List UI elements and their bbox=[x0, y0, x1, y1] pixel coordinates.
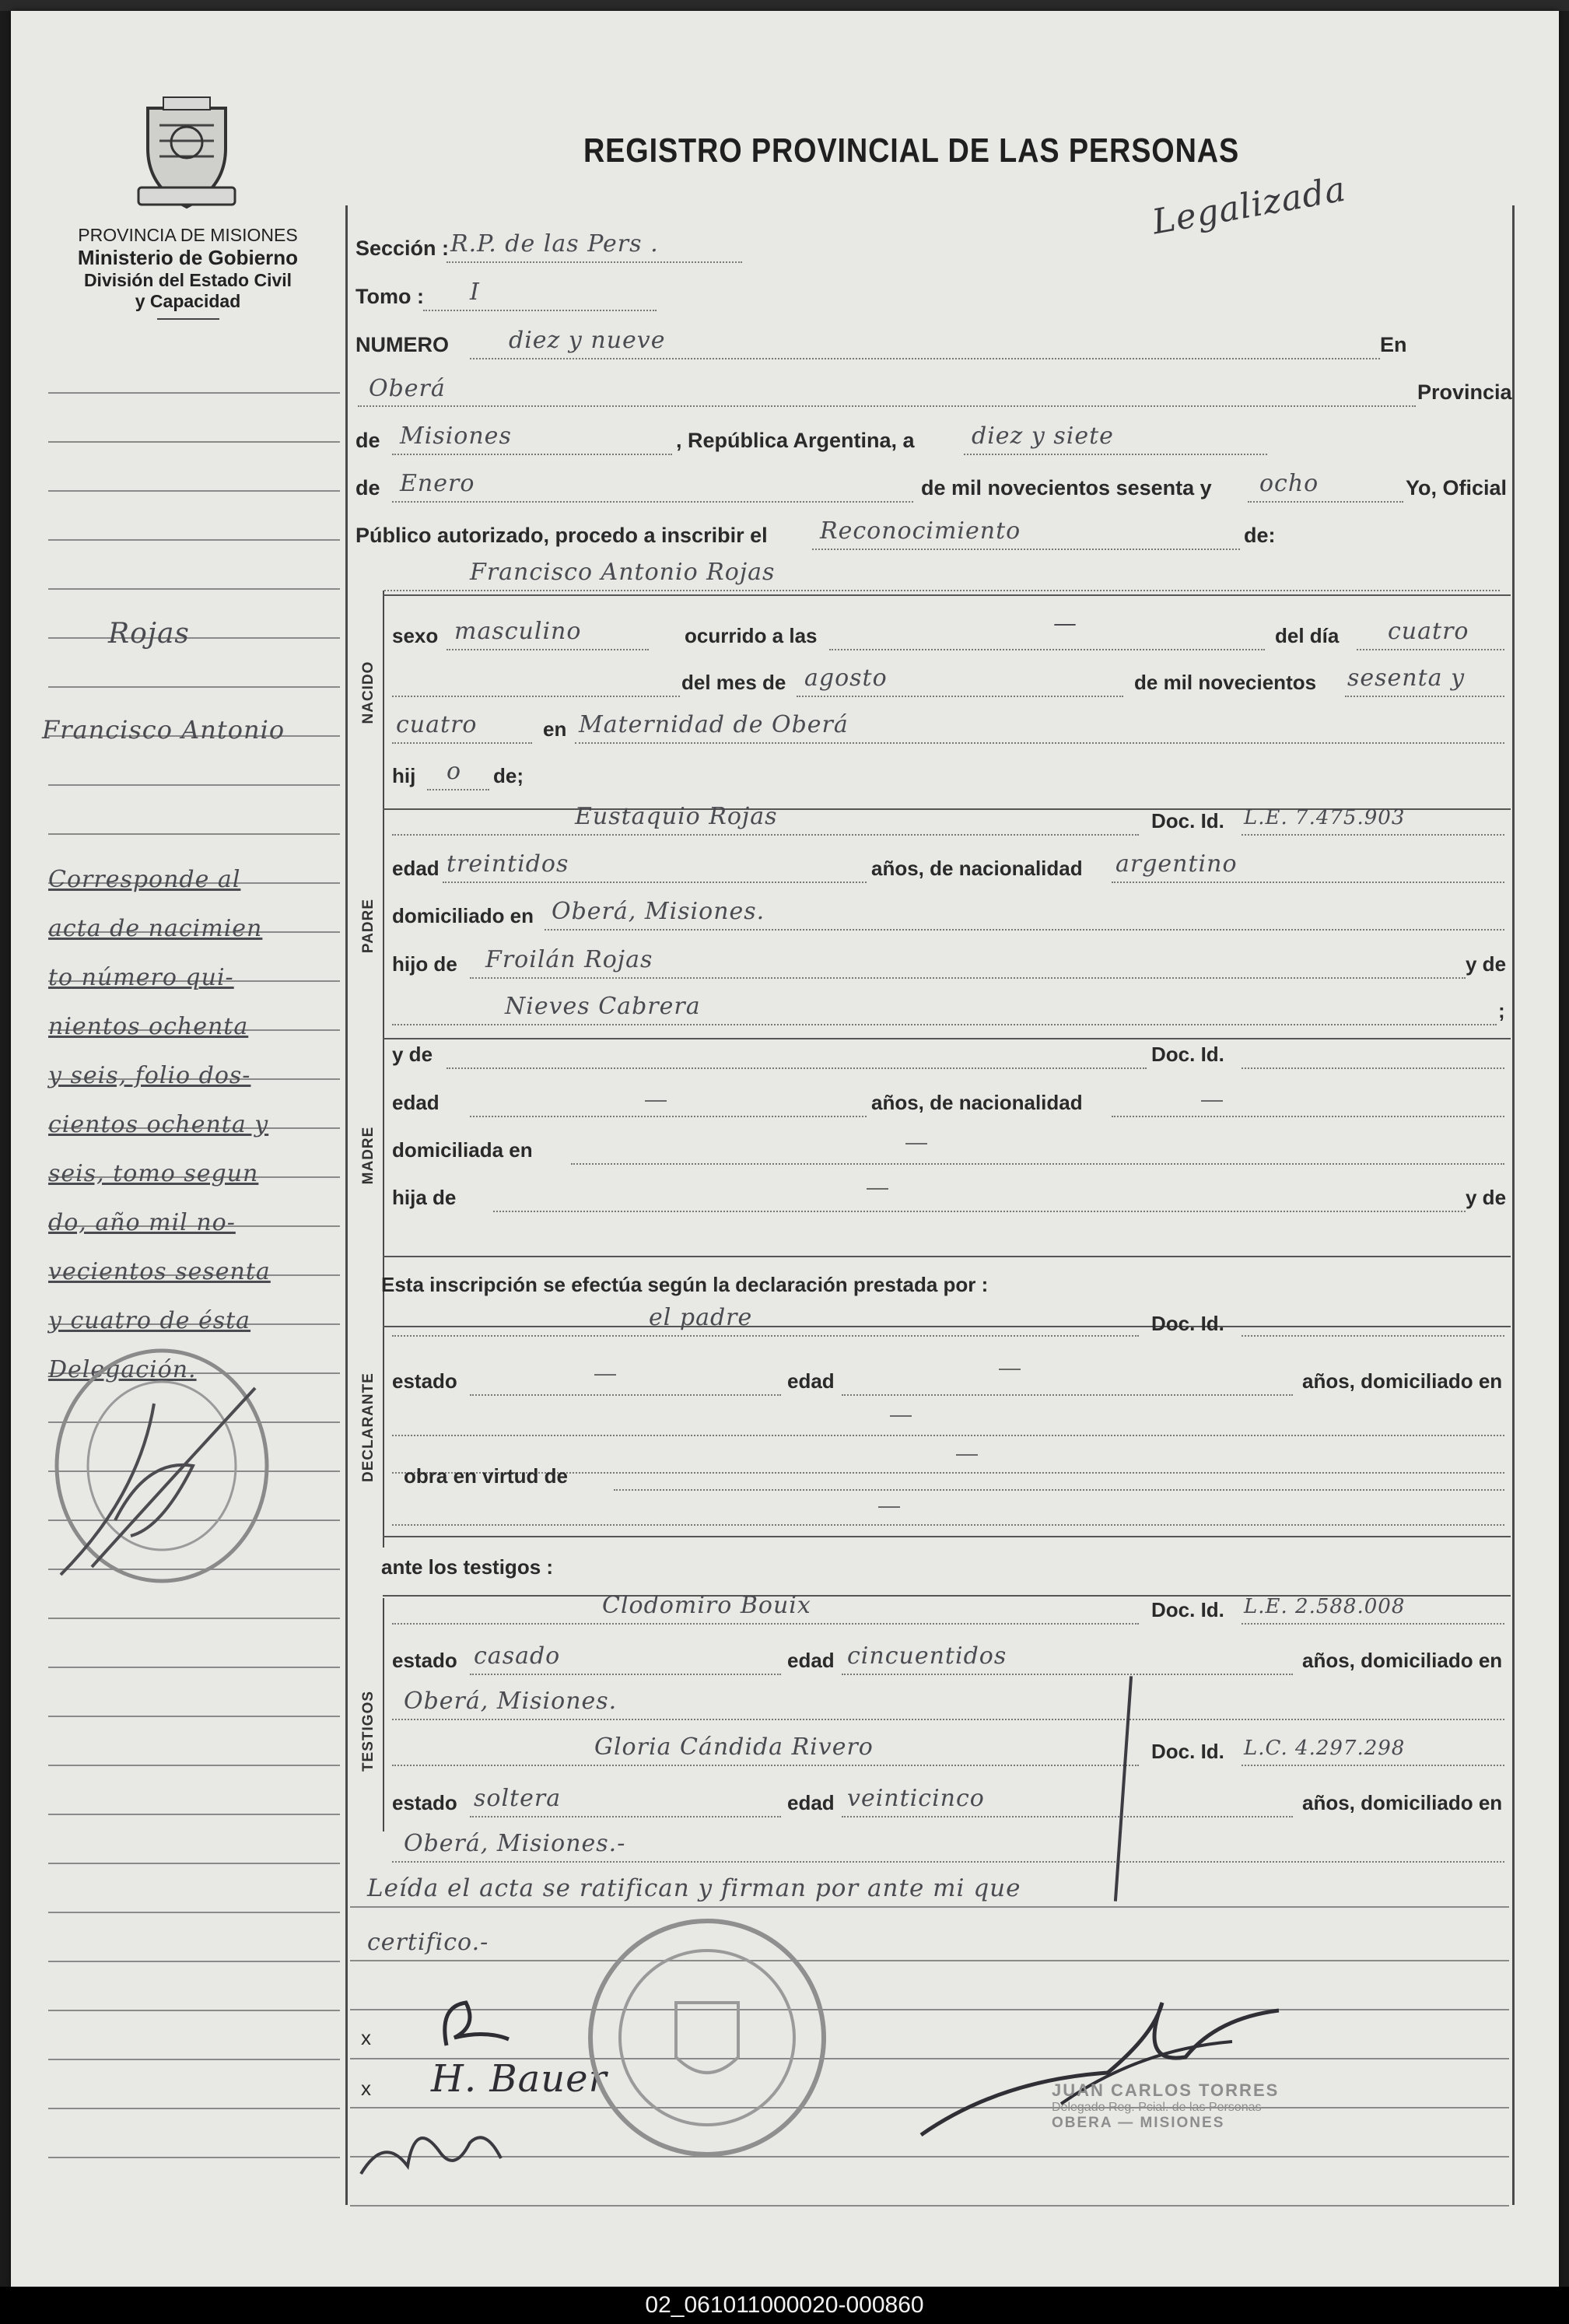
de-label-1: de bbox=[355, 429, 380, 452]
agency-province: PROVINCIA DE MISIONES bbox=[78, 225, 298, 245]
section-vertical-rule bbox=[383, 591, 384, 1548]
margin-note-line: y cuatro de ésta bbox=[48, 1307, 251, 1334]
signature-1-icon bbox=[431, 1991, 532, 2061]
margin-note-line: Corresponde al bbox=[48, 866, 241, 893]
provincial-seal-icon bbox=[132, 94, 241, 219]
closing-line-2: certifico.- bbox=[367, 1929, 489, 1956]
margin-note-line: do, año mil no- bbox=[48, 1209, 236, 1236]
padre-domicilio-value: Oberá, Misiones. bbox=[552, 898, 765, 925]
de-label-2: de bbox=[355, 476, 380, 500]
provincia-label: Provincia bbox=[1417, 380, 1512, 404]
mes-label: del mes de bbox=[681, 671, 786, 694]
en-label-nacido: en bbox=[543, 717, 567, 741]
republica-label: , República Argentina, a bbox=[676, 429, 915, 452]
margin-note-line: acta de nacimien bbox=[48, 915, 263, 942]
testigo2-edad-label: edad bbox=[787, 1791, 835, 1814]
nacido-year-b: cuatro bbox=[396, 711, 478, 738]
padre-yde-label: y de bbox=[1466, 952, 1507, 976]
agency-block bbox=[34, 225, 341, 320]
registry-stamp-icon bbox=[579, 1909, 835, 2166]
publico-label: Público autorizado, procedo a inscribir el bbox=[355, 524, 768, 547]
declarante-intro: Esta inscripción se efectúa según la declaración prestada por : bbox=[381, 1273, 989, 1296]
tomo-label: Tomo : bbox=[355, 285, 424, 308]
declarante-anos-label: años, domiciliado en bbox=[1302, 1369, 1503, 1393]
agency-ministry: Ministerio de Gobierno bbox=[77, 246, 299, 269]
declarante-name: el padre bbox=[649, 1304, 753, 1331]
acto-value: Reconocimiento bbox=[820, 517, 1021, 545]
margin-note-line: y seis, folio dos- bbox=[48, 1062, 251, 1089]
image-id-footer: 02_061011000020-000860 bbox=[0, 2287, 1569, 2324]
year-value: ocho bbox=[1259, 470, 1319, 497]
document-page bbox=[11, 11, 1559, 2287]
testigo2-doc-label: Doc. Id. bbox=[1151, 1740, 1224, 1763]
padre-doc-label: Doc. Id. bbox=[1151, 809, 1224, 833]
testigo1-doc-value: L.E. 2.588.008 bbox=[1244, 1595, 1406, 1618]
margin-note-line: vecientos sesenta bbox=[48, 1258, 271, 1285]
margin-note bbox=[48, 855, 344, 1394]
testigo1-estado-value: casado bbox=[474, 1642, 561, 1670]
sexo-value: masculino bbox=[454, 618, 582, 645]
signature-x1: x bbox=[361, 2026, 371, 2049]
padre-name: Eustaquio Rojas bbox=[575, 803, 778, 830]
testigo2-estado-label: estado bbox=[392, 1791, 457, 1814]
testigo2-edad-value: veinticinco bbox=[847, 1785, 985, 1812]
yo-oficial-label: Yo, Oficial bbox=[1406, 476, 1508, 500]
signature-x2: x bbox=[361, 2077, 371, 2100]
nacido-section-label: NACIDO bbox=[360, 661, 376, 724]
dia-label: del día bbox=[1275, 624, 1340, 647]
padre-doc-value: L.E. 7.475.903 bbox=[1244, 806, 1406, 829]
margin-note-line: to número qui- bbox=[48, 964, 234, 991]
testigo1-doc-label: Doc. Id. bbox=[1151, 1598, 1224, 1621]
nacido-year-a: sesenta y bbox=[1347, 664, 1466, 692]
testigos-section-label: TESTIGOS bbox=[360, 1690, 376, 1772]
padre-semicolon: ; bbox=[1498, 999, 1505, 1022]
madre-section-label: MADRE bbox=[360, 1126, 376, 1185]
padre-section-label: PADRE bbox=[360, 898, 376, 954]
day-value: diez y siete bbox=[972, 422, 1114, 450]
margin-note-line: seis, tomo segun bbox=[48, 1160, 259, 1187]
margin-note-line: cientos ochenta y bbox=[48, 1111, 269, 1138]
padre-hijo-value: Froilán Rojas bbox=[485, 946, 653, 973]
declarante-obra-label: obra en virtud de bbox=[404, 1464, 568, 1488]
mes-value: agosto bbox=[804, 664, 888, 692]
madre-yde-label: y de bbox=[392, 1043, 433, 1066]
padre-domicilio-label: domiciliado en bbox=[392, 904, 534, 927]
nacido-name: Francisco Antonio Rojas bbox=[470, 559, 776, 586]
testigo2-domicilio-value: Oberá, Misiones.- bbox=[404, 1830, 626, 1857]
declarante-edad-label: edad bbox=[787, 1369, 835, 1393]
padre-madre-value: Nieves Cabrera bbox=[505, 993, 701, 1020]
testigo1-name: Clodomiro Bouix bbox=[602, 1592, 811, 1619]
agency-capacity: y Capacidad bbox=[135, 291, 241, 311]
place-value: Oberá bbox=[369, 375, 446, 402]
lugar-value: Maternidad de Oberá bbox=[579, 711, 849, 738]
de-colon-label: de: bbox=[1244, 524, 1276, 547]
sexo-label: sexo bbox=[392, 624, 439, 647]
seccion-value: R.P. de las Pers . bbox=[450, 230, 659, 258]
margin-given-names: Francisco Antonio bbox=[42, 715, 285, 745]
de-semicolon-label: de; bbox=[493, 764, 524, 787]
madre-edad-label: edad bbox=[392, 1091, 440, 1114]
madre-hija-label: hija de bbox=[392, 1186, 457, 1209]
officer-stamp bbox=[1052, 2080, 1279, 2132]
legalizada-note: Legalizada bbox=[1149, 169, 1350, 243]
madre-yde2-label: y de bbox=[1466, 1186, 1507, 1209]
margin-note-line: nientos ochenta bbox=[48, 1013, 249, 1040]
padre-hijo-label: hijo de bbox=[392, 952, 457, 976]
margin-surname: Rojas bbox=[108, 618, 190, 650]
padre-anos-label: años, de nacionalidad bbox=[871, 857, 1083, 880]
delegation-stamp-icon bbox=[45, 1341, 278, 1590]
signature-3-icon bbox=[353, 2104, 524, 2189]
declarante-doc-label: Doc. Id. bbox=[1151, 1312, 1224, 1335]
top-border-strip bbox=[0, 0, 1569, 11]
testigo1-anos-label: años, domiciliado en bbox=[1302, 1649, 1503, 1672]
dia-value: cuatro bbox=[1388, 618, 1469, 645]
officer-stamp-title: Delegado Reg. Pcial. de las Personas bbox=[1052, 2101, 1262, 2114]
testigo2-anos-label: años, domiciliado en bbox=[1302, 1791, 1503, 1814]
testigo2-estado-value: soltera bbox=[474, 1785, 562, 1812]
hij-value: o bbox=[447, 758, 462, 785]
testigo2-name: Gloria Cándida Rivero bbox=[594, 1733, 874, 1761]
madre-doc-label: Doc. Id. bbox=[1151, 1043, 1224, 1066]
numero-value: diez y nueve bbox=[509, 327, 666, 354]
mil-novecientos-label: de mil novecientos bbox=[1134, 671, 1317, 694]
testigo1-estado-label: estado bbox=[392, 1649, 457, 1672]
main-vertical-rule bbox=[345, 205, 348, 2205]
testigos-intro: ante los testigos : bbox=[381, 1555, 554, 1579]
testigos-vertical-rule bbox=[383, 1598, 384, 1832]
signature-bauer: H. Bauer bbox=[431, 2057, 608, 2101]
hij-label: hij bbox=[392, 764, 416, 787]
testigo1-edad-label: edad bbox=[787, 1649, 835, 1672]
closing-line-1: Leída el acta se ratifican y firman por ante mi que bbox=[367, 1874, 1021, 1902]
officer-stamp-name: JUAN CARLOS TORRES bbox=[1052, 2080, 1280, 2100]
province-value: Misiones bbox=[400, 422, 512, 450]
margin-note-line: Delegación. bbox=[48, 1356, 197, 1383]
tomo-value: I bbox=[470, 279, 480, 306]
padre-edad-label: edad bbox=[392, 857, 440, 880]
month-value: Enero bbox=[400, 470, 475, 497]
declarante-estado-label: estado bbox=[392, 1369, 457, 1393]
madre-anos-label: años, de nacionalidad bbox=[871, 1091, 1083, 1114]
padre-edad-value: treintidos bbox=[447, 850, 569, 878]
ocurrido-label: ocurrido a las bbox=[685, 624, 818, 647]
padre-nacionalidad-value: argentino bbox=[1115, 850, 1238, 878]
officer-stamp-place: OBERA — MISIONES bbox=[1052, 2115, 1225, 2131]
page-title: REGISTRO PROVINCIAL DE LAS PERSONAS bbox=[583, 131, 1240, 170]
seccion-label: Sección : bbox=[355, 237, 450, 260]
testigo2-doc-value: L.C. 4.297.298 bbox=[1244, 1737, 1406, 1760]
madre-domicilio-label: domiciliada en bbox=[392, 1138, 533, 1162]
testigo1-edad-value: cincuentidos bbox=[847, 1642, 1007, 1670]
declarante-section-label: DECLARANTE bbox=[360, 1372, 376, 1482]
agency-division: División del Estado Civil bbox=[83, 270, 292, 290]
right-vertical-rule bbox=[1512, 205, 1515, 2205]
numero-label: NUMERO bbox=[355, 333, 449, 356]
hora-value: — bbox=[1053, 610, 1077, 637]
testigo1-domicilio-value: Oberá, Misiones. bbox=[404, 1688, 618, 1715]
en-label: En bbox=[1380, 333, 1407, 356]
mil-label: de mil novecientos sesenta y bbox=[921, 476, 1212, 500]
